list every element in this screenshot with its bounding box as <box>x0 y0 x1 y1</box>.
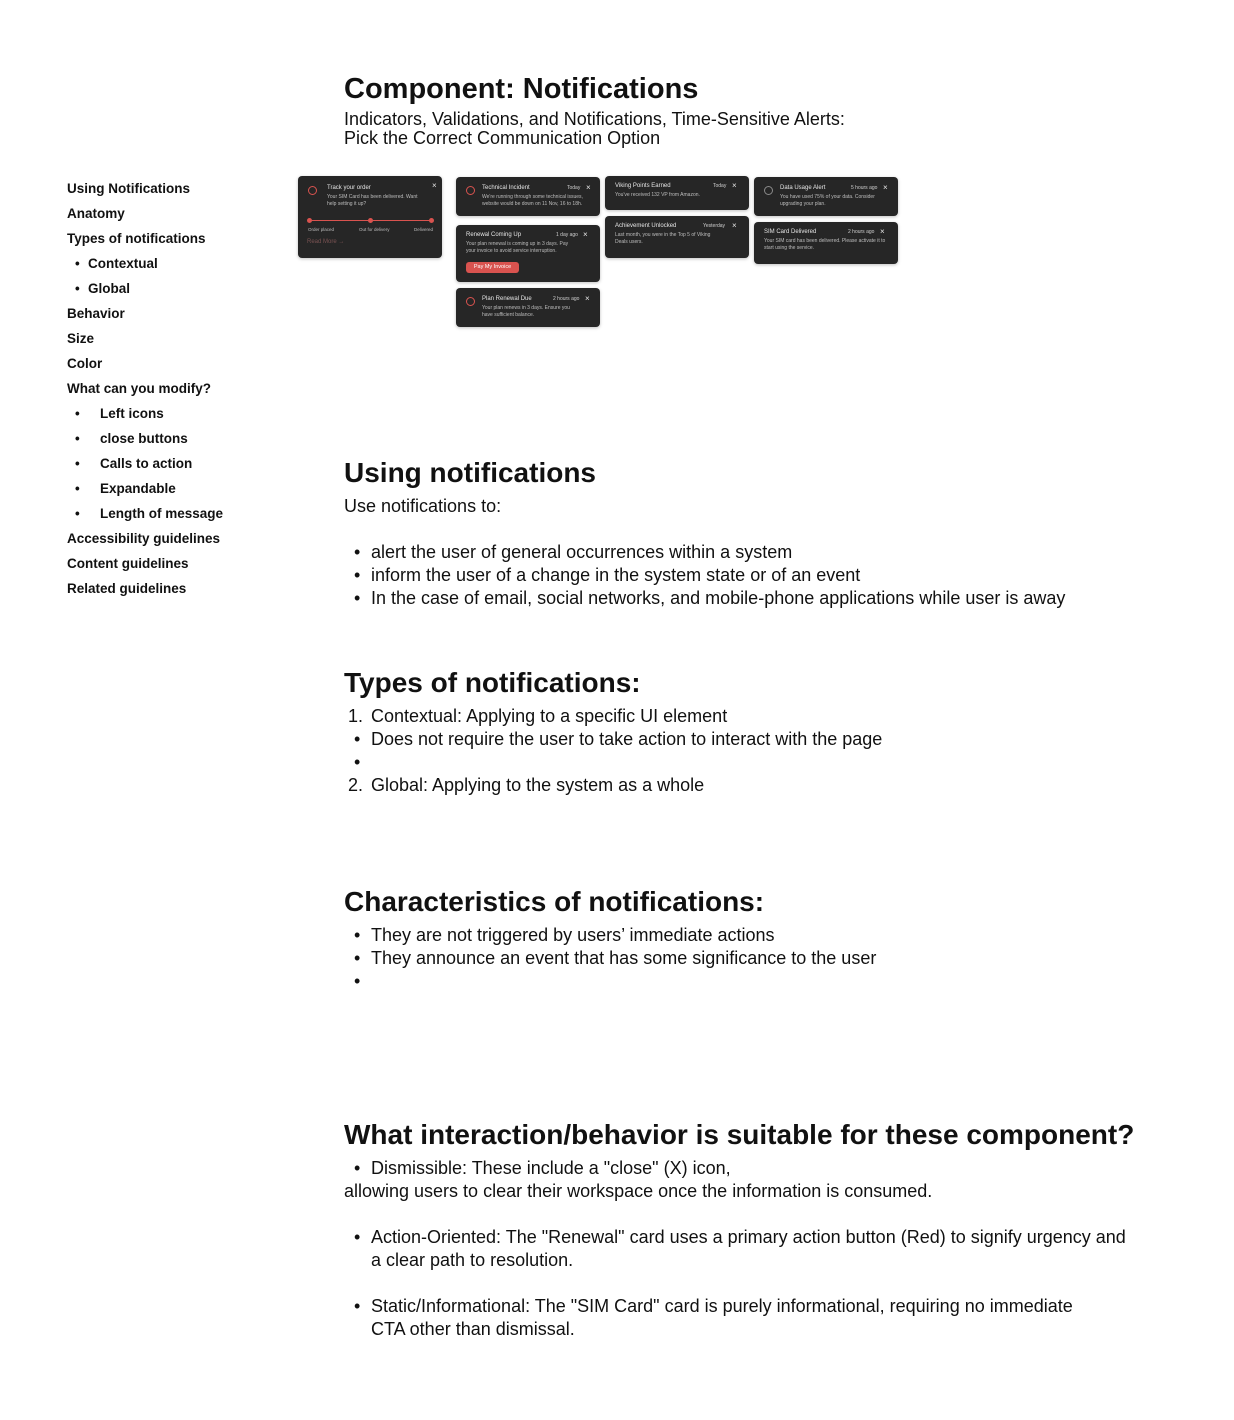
subtitle-line-2: Pick the Correct Communication Option <box>344 128 661 148</box>
list-item <box>344 774 1224 797</box>
sidebar-item-left-icons[interactable] <box>67 405 287 430</box>
card-body: We're running through some technical issues, website would be down on 11 Nov, 16 to 18h. <box>482 194 583 207</box>
sidebar-item-label: close buttons <box>100 431 188 446</box>
sidebar-item-label: Calls to action <box>100 456 193 471</box>
sidebar-item-anatomy[interactable]: Anatomy <box>67 206 125 221</box>
using-intro: Use notifications to: <box>344 496 502 516</box>
sidebar-item-types[interactable]: Types of notifications <box>67 231 206 246</box>
package-icon <box>308 186 317 195</box>
notification-card-sim-delivered <box>754 222 898 264</box>
close-icon[interactable]: × <box>732 221 737 230</box>
card-timestamp: 2 hours ago <box>553 296 580 302</box>
notification-card-renewal <box>456 225 600 282</box>
sidebar-item-close-buttons[interactable] <box>67 430 287 455</box>
list-number: 1. <box>348 706 364 726</box>
alert-icon <box>466 297 475 306</box>
section-title-interaction: What interaction/behavior is suitable for these component? <box>344 1119 1135 1150</box>
close-icon[interactable]: × <box>586 183 591 192</box>
notification-card-plan-renewal-due <box>456 288 600 327</box>
interaction-list-1 <box>344 1157 1224 1180</box>
list-item-text: Contextual: Applying to a specific UI element <box>371 706 728 726</box>
sidebar-item-related[interactable]: Related guidelines <box>67 581 187 596</box>
interaction-list-2 <box>344 1226 1134 1272</box>
progress-step-label: Out for delivery <box>359 227 390 232</box>
close-icon[interactable]: × <box>883 183 888 192</box>
section-title-characteristics: Characteristics of notifications: <box>344 886 765 917</box>
using-list <box>344 541 1224 610</box>
close-icon[interactable]: × <box>880 227 885 236</box>
sidebar-item-content[interactable]: Content guidelines <box>67 556 189 571</box>
list-item <box>344 970 1224 993</box>
card-title: Data Usage Alert <box>780 185 826 191</box>
section-title-using: Using notifications <box>344 457 596 488</box>
list-item: • Does not require the user to take action to interact with the page <box>344 728 1224 751</box>
list-item-text: Global: Applying to the system as a whole <box>371 775 705 795</box>
card-title: Renewal Coming Up <box>466 232 522 238</box>
types-list <box>344 705 1224 728</box>
notification-card-viking-points <box>605 176 749 210</box>
card-timestamp: 1 day ago <box>556 232 578 238</box>
sidebar-item-behavior[interactable]: Behavior <box>67 306 125 321</box>
card-body: Your SIM Card has been delivered. Want help setting it up? <box>327 194 418 207</box>
sidebar-item-calls-to-action[interactable] <box>67 455 287 480</box>
sidebar-item-accessibility[interactable]: Accessibility guidelines <box>67 531 221 546</box>
card-title: Technical Incident <box>482 185 530 191</box>
card-body: Your plan renewal is coming up in 3 days. Pay your invoice to avoid service interruption. <box>466 241 569 254</box>
card-timestamp: Today <box>567 185 581 191</box>
characteristics-list <box>344 924 1224 993</box>
sidebar-item-label: Expandable <box>100 481 176 496</box>
card-body: Your SIM card has been delivered. Please activate it to start using the service. <box>764 238 886 251</box>
card-timestamp: Yesterday <box>703 223 726 229</box>
progress-step-dot <box>368 218 373 223</box>
sidebar-item-modify[interactable]: What can you modify? <box>67 381 212 396</box>
notification-card-achievement <box>605 216 749 258</box>
interaction-b1-continued: allowing users to clear their workspace once the information is consumed. <box>344 1181 933 1201</box>
card-timestamp: Today <box>713 183 727 189</box>
close-icon[interactable]: × <box>583 230 588 239</box>
page-subtitle <box>344 110 984 148</box>
list-number: 2. <box>348 775 364 795</box>
sidebar-item-contextual[interactable] <box>67 255 287 280</box>
notification-card-track-order <box>298 176 442 258</box>
card-title: Viking Points Earned <box>615 183 671 189</box>
notification-card-data-usage <box>754 177 898 216</box>
sidebar-item-size[interactable]: Size <box>67 331 95 346</box>
sidebar-item-length-of-message[interactable] <box>67 505 287 530</box>
read-more-link[interactable]: Read More → <box>307 239 345 245</box>
alert-icon <box>466 186 475 195</box>
card-title: Achievement Unlocked <box>615 223 677 229</box>
list-item: • alert the user of general occurrences within a system <box>344 541 1224 564</box>
list-item: • They are not triggered by users’ immediate actions <box>344 924 1224 947</box>
list-item: • They announce an event that has some significance to the user <box>344 947 1224 970</box>
sidebar-item-using-notifications[interactable]: Using Notifications <box>67 181 191 196</box>
list-item <box>344 705 1224 728</box>
sidebar-item-color[interactable]: Color <box>67 356 103 371</box>
card-title: Plan Renewal Due <box>482 296 532 302</box>
types-list-2 <box>344 774 1224 797</box>
sidebar-item-global[interactable] <box>67 280 287 305</box>
progress-step-label: Order placed <box>308 227 335 232</box>
progress-step-dot <box>307 218 312 223</box>
sidebar-item-label: Global <box>88 281 131 296</box>
progress-step-dot <box>429 218 434 223</box>
card-timestamp: 2 hours ago <box>848 229 875 235</box>
list-item: • Action-Oriented: The "Renewal" card uses a primary action button (Red) to signify urgency and a clear path to resolution. <box>344 1226 1134 1272</box>
card-body: Your plan renews in 3 days. Ensure you have sufficient balance. <box>482 305 570 318</box>
sidebar-nav <box>67 180 287 605</box>
list-item: • Static/Informational: The "SIM Card" card is purely informational, requiring no immediate CTA other than dismissal. <box>344 1295 1104 1341</box>
list-item: • Dismissible: These include a "close" (X) icon, <box>344 1157 1224 1180</box>
page-title: Component: Notifications <box>344 73 699 105</box>
list-item: • In the case of email, social networks, and mobile-phone applications while user is away <box>344 587 1224 610</box>
card-body: You've received 132 VP from Amazon. <box>615 192 700 198</box>
close-icon[interactable]: × <box>432 181 437 190</box>
types-sublist <box>344 728 1224 774</box>
subtitle-line-1: Indicators, Validations, and Notifications, Time-Sensitive Alerts: <box>344 109 845 129</box>
sidebar-item-label: Left icons <box>100 406 164 421</box>
sidebar-item-expandable[interactable] <box>67 480 287 505</box>
notification-card-technical-incident <box>456 177 600 216</box>
card-title: SIM Card Delivered <box>764 229 817 235</box>
card-body: You have used 75% of your data. Consider upgrading your plan. <box>780 194 875 207</box>
card-timestamp: 5 hours ago <box>851 185 878 191</box>
close-icon[interactable]: × <box>585 294 590 303</box>
sidebar-item-label: Length of message <box>100 506 224 521</box>
pay-invoice-button[interactable]: Pay My Invoice <box>466 262 519 273</box>
card-title: Track your order <box>327 185 371 191</box>
close-icon[interactable]: × <box>732 181 737 190</box>
list-item <box>344 751 1224 774</box>
list-item: • inform the user of a change in the system state or of an event <box>344 564 1224 587</box>
interaction-list-3 <box>344 1295 1104 1341</box>
sidebar-item-label: Contextual <box>88 256 158 271</box>
section-title-types: Types of notifications: <box>344 667 641 698</box>
card-body: Last month, you were in the Top 5 of Viking Deals users. <box>615 232 711 245</box>
info-icon <box>764 186 773 195</box>
progress-step-label: Delivered <box>414 227 434 232</box>
